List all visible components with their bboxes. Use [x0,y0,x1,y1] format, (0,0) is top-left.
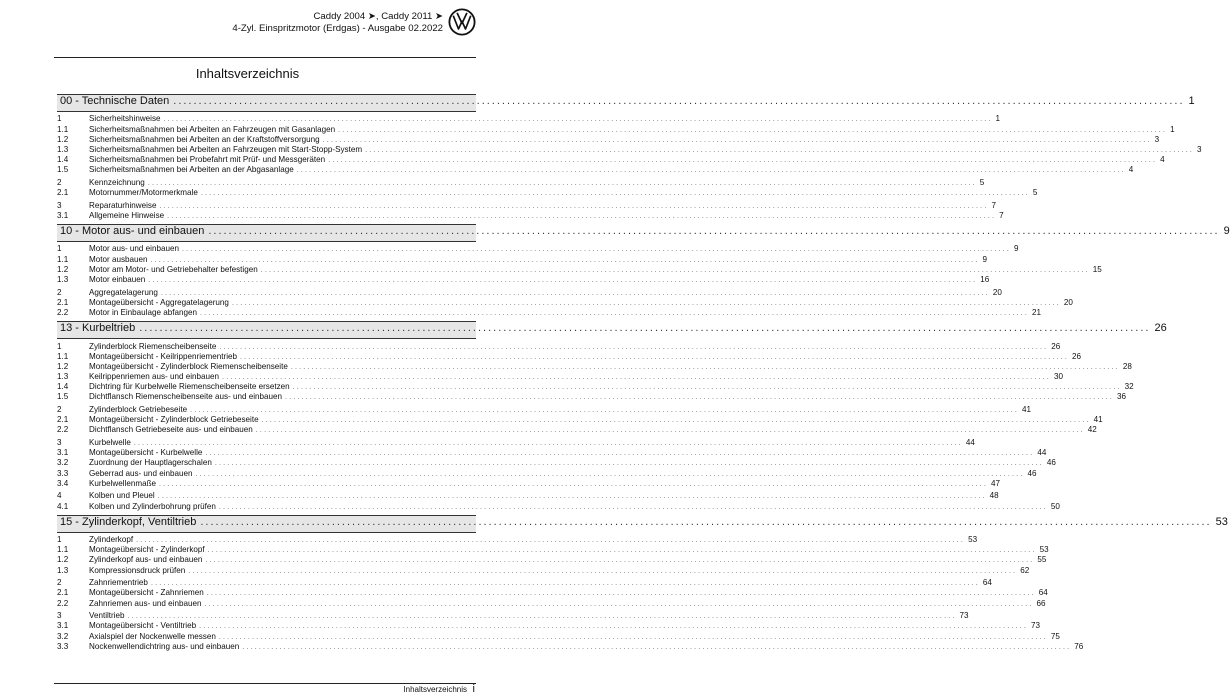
item-title: Dichtflansch Riemenscheibenseite aus- und einbauen [89,392,283,402]
subsection-title: Ventiltrieb [89,611,125,621]
subsection-page: 64 [982,578,992,588]
item-page: 75 [1050,631,1060,641]
item-title: Zahnriemen aus- und einbauen [89,598,202,608]
item-page: 1 [1170,124,1175,134]
subsection-title: Kurbelwelle [89,438,131,447]
subsection-page: 73 [959,611,969,621]
item-title: Montageübersicht - Zylinderblock Getriebeseite [89,415,259,425]
dot-leader: ........................................................................................................................................................................................................ [160,289,990,297]
item-number: 3.3 [57,468,69,478]
subsection-page: 53 [968,535,978,545]
item-number: 1.3 [57,372,69,382]
item-title: Sicherheitsmaßnahmen bei Arbeiten an Fahrzeugen mit Gasanlagen [89,124,336,134]
dot-leader: ........................................................................................................................................................................................................ [127,613,957,621]
dot-leader: ........................................................................................................................................................................................................ [207,547,1037,555]
item-title: Montageübersicht - Ventiltrieb [89,621,197,631]
toc-subsection[interactable] [57,535,978,545]
dot-leader: ........................................................................................................................................................................................................ [205,450,1035,458]
item-title: Zylinderkopf aus- und einbauen [89,555,203,565]
item-page: 3 [1154,134,1160,144]
subsection-page: 5 [979,177,985,187]
item-page: 7 [999,210,1004,220]
toc-item[interactable] [57,165,1134,175]
item-title: Axialspiel der Nockenwelle messen [89,631,216,641]
toc-item[interactable] [57,588,1048,598]
item-page: 66 [1036,598,1046,608]
dot-leader: ........................................................................................................................................................................................................ [206,590,1036,598]
dot-leader: ........................................................................................................................................................................................................ [150,580,980,588]
item-number: 1.1 [57,254,69,264]
subsection-number: 2 [57,578,62,588]
subsection-number: 1 [57,341,62,351]
item-title: Motor am Motor- und Getriebehalter befestigen [89,264,258,274]
toc-subsection[interactable] [57,341,1061,352]
dot-leader: ........................................................................................................................................................................................................ [285,394,1114,402]
dot-leader: ........................................................................................................................................................................................................ [136,537,966,545]
section-page: 26 [1154,322,1167,335]
toc-item[interactable] [57,501,1060,512]
item-number: 3.2 [57,631,69,641]
toc-item[interactable] [57,631,1060,642]
dot-leader: ........................................................................................................................................................................................................ [195,470,1025,478]
toc-item[interactable] [57,275,990,285]
item-title: Montageübersicht - Keilrippenriementrieb [89,351,238,361]
subsection-title: Zylinderblock Getriebeseite [89,405,188,415]
toc-item[interactable] [57,264,1102,275]
toc-item[interactable] [57,361,1132,372]
dot-leader: ........................................................................................................................................................................................................ [163,116,993,124]
item-title: Motornummer/Motormerkmale [89,188,198,198]
item-number: 1.1 [57,124,69,134]
item-page: 46 [1046,458,1056,468]
toc-item[interactable] [57,565,1030,576]
item-number: 2.1 [57,297,69,307]
subsection-page: 41 [1022,405,1032,415]
item-page: 4 [1160,155,1165,165]
item-title: Kurbelwellenmaße [89,478,157,488]
dot-leader: ........................................................................................................................................................................................................ [261,417,1091,425]
item-number: 2.2 [57,425,69,435]
item-title: Zuordnung der Hauptlagerschalen [89,458,212,468]
subsection-title: Zylinderblock Riemenscheibenseite [89,341,217,351]
dot-leader: ........................................................................................................................................................................................................ [139,322,1151,335]
item-title: Motor ausbauen [89,254,148,264]
item-title: Montageübersicht - Kurbelwelle [89,448,203,458]
item-title: Sicherheitsmaßnahmen bei Arbeiten an der Abgasanlage [89,165,294,175]
item-number: 3.1 [57,448,69,458]
item-number: 3.4 [57,478,69,488]
subsection-page: 44 [965,438,975,447]
section-title: 15 - Zylinderkopf, Ventiltrieb [60,515,197,528]
dot-leader: ........................................................................................................................................................................................................ [222,374,1052,382]
item-number: 2.1 [57,188,69,198]
item-title: Keilrippenriemen aus- und einbauen [89,372,220,382]
table-of-contents [57,94,1230,652]
item-title: Motor einbauen [89,275,146,284]
toc-item[interactable] [57,124,1175,135]
subsection-title: Kolben und Pleuel [89,491,155,501]
toc-item[interactable] [57,425,1097,435]
subsection-title: Sicherheitshinweise [89,114,161,124]
document-header [232,11,443,35]
item-number: 1.2 [57,361,69,371]
subsection-page: 48 [989,491,999,501]
item-title: Kompressionsdruck prüfen [89,565,186,575]
item-page: 62 [1020,565,1030,575]
toc-item[interactable] [57,448,1047,458]
subsection-page: 20 [992,287,1002,297]
footer-label: Inhaltsverzeichnis [403,685,467,694]
toc-item[interactable] [57,621,1041,631]
subsection-number: 4 [57,491,62,501]
subsection-title: Zylinderkopf [89,535,134,545]
dot-leader: ........................................................................................................................................................................................................ [133,440,963,447]
item-number: 1.2 [57,555,69,565]
item-page: 3 [1197,144,1202,154]
item-number: 3.3 [57,641,69,651]
item-number: 1.3 [57,144,69,154]
subsection-number: 2 [57,177,62,187]
subsection-number: 1 [57,244,62,254]
item-title: Sicherheitsmaßnahmen bei Probefahrt mit Prüf- und Messgeräten [89,155,326,165]
item-number: 4.1 [57,501,69,511]
item-title: Montageübersicht - Aggregatelagerung [89,297,229,307]
item-number: 3.2 [57,458,69,468]
toc-item[interactable] [57,641,1084,652]
toc-subsection[interactable] [57,491,999,501]
item-page: 41 [1093,415,1103,425]
item-page: 16 [980,275,990,284]
item-title: Motor in Einbaulage abfangen [89,307,197,317]
dot-leader: ........................................................................................................................................................................................................ [338,126,1168,134]
subsection-number: 1 [57,114,62,124]
item-page: 55 [1037,555,1047,565]
dot-leader: ........................................................................................................................................................................................................ [322,136,1152,144]
item-page: 36 [1117,392,1127,402]
toc-item[interactable] [57,144,1202,155]
dot-leader: ........................................................................................................................................................................................................ [365,146,1195,154]
section-title: 00 - Technische Daten [60,95,170,107]
dot-leader: ........................................................................................................................................................................................................ [173,95,1185,107]
subsection-number: 3 [57,438,62,447]
item-title: Montageübersicht - Zylinderkopf [89,545,205,555]
item-number: 3.1 [57,621,69,631]
item-page: 5 [1032,188,1038,198]
item-title: Dichtring für Kurbelwelle Riemenscheibenseite ersetzen [89,382,290,392]
section-title: 13 - Kurbeltrieb [60,322,136,335]
subsection-number: 3 [57,200,62,210]
toc-subsection[interactable] [57,405,1032,415]
subsection-number: 2 [57,287,62,297]
toc-subsection[interactable] [57,611,969,621]
dot-leader: ........................................................................................................................................................................................................ [199,623,1029,631]
dot-leader: ........................................................................................................................................................................................................ [219,343,1049,351]
item-page: 73 [1031,621,1041,631]
item-title: Kolben und Zylinderbohrung prüfen [89,501,216,511]
item-page: 26 [1071,351,1081,361]
toc-subsection[interactable] [57,578,992,588]
item-page: 4 [1128,165,1134,175]
dot-leader: ........................................................................................................................................................................................................ [188,567,1018,575]
dot-leader: ........................................................................................................................................................................................................ [159,202,989,210]
toc-section[interactable] [57,94,1195,112]
header-divider [54,57,476,58]
toc-item[interactable] [57,478,1001,489]
footer-page-number: i [472,683,475,695]
item-title: Sicherheitsmaßnahmen bei Arbeiten an Fahrzeugen mit Start-Stopp-System [89,144,363,154]
item-number: 2.1 [57,415,69,425]
toc-item[interactable] [57,392,1127,402]
toc-item[interactable] [57,297,1073,308]
dot-leader: ........................................................................................................................................................................................................ [182,246,1011,254]
toc-item[interactable] [57,155,1165,165]
item-page: 44 [1037,448,1047,458]
subsection-title: Reparaturhinweise [89,200,157,210]
item-title: Allgemeine Hinweise [89,210,165,220]
subsection-title: Zahnriementrieb [89,578,148,588]
dot-leader: ........................................................................................................................................................................................................ [208,225,1220,238]
toc-subsection[interactable] [57,438,975,448]
vw-logo-icon [448,8,476,36]
item-page: 21 [1031,307,1041,317]
subsection-title: Kennzeichnung [89,177,145,187]
section-page: 1 [1188,95,1195,107]
dot-leader: ........................................................................................................................................................................................................ [290,363,1120,371]
item-number: 3.1 [57,210,69,220]
header-edition: 4-Zyl. Einspritzmotor (Erdgas) - Ausgabe 02.2022 [232,23,443,34]
item-page: 15 [1092,264,1102,274]
item-page: 64 [1038,588,1048,598]
item-number: 1.4 [57,382,69,392]
subsection-page: 26 [1051,341,1061,351]
dot-leader: ........................................................................................................................................................................................................ [242,643,1072,651]
toc-item[interactable] [57,382,1134,392]
page-title: Inhaltsverzeichnis [195,66,300,81]
subsection-title: Aggregatelagerung [89,287,158,297]
section-title: 10 - Motor aus- und einbauen [60,225,205,238]
item-title: Nockenwellendichtring aus- und einbauen [89,641,240,651]
item-number: 2.2 [57,598,69,608]
toc-item[interactable] [57,458,1056,468]
toc-item[interactable] [57,254,987,265]
toc-item[interactable] [57,555,1047,565]
dot-leader: ........................................................................................................................................................................................................ [240,353,1069,361]
item-title: Sicherheitsmaßnahmen bei Arbeiten an der Kraftstoffversorgung [89,134,320,144]
toc-subsection[interactable] [57,200,996,211]
subsection-number: 2 [57,405,62,415]
item-number: 1.1 [57,351,69,361]
dot-leader: ........................................................................................................................................................................................................ [260,266,1090,274]
toc-item[interactable] [57,415,1103,425]
subsection-title: Motor aus- und einbauen [89,244,179,254]
dot-leader: ........................................................................................................................................................................................................ [200,515,1212,528]
item-page: 46 [1027,468,1037,478]
item-number: 1.3 [57,275,69,284]
subsection-page: 1 [995,114,1001,124]
toc-item[interactable] [57,134,1160,145]
toc-item[interactable] [57,351,1081,362]
item-page: 32 [1124,382,1134,392]
item-number: 1.2 [57,264,69,274]
dot-leader: ........................................................................................................................................................................................................ [200,309,1029,317]
item-page: 50 [1050,501,1060,511]
item-page: 42 [1087,425,1097,435]
dot-leader: ........................................................................................................................................................................................................ [255,427,1085,435]
subsection-page: 7 [991,200,996,210]
section-page: 53 [1215,515,1228,528]
dot-leader: ........................................................................................................................................................................................................ [148,277,978,284]
item-number: 1.5 [57,392,69,402]
footer-divider [54,683,476,684]
item-number: 1.2 [57,134,69,144]
toc-item[interactable] [57,188,1038,198]
toc-subsection[interactable] [57,287,1002,298]
toc-section[interactable] [57,224,1230,242]
item-page: 47 [991,478,1001,488]
dot-leader: ........................................................................................................................................................................................................ [147,179,977,187]
item-number: 1.5 [57,165,69,175]
toc-subsection[interactable] [57,244,1019,254]
subsection-page: 9 [1013,244,1019,254]
dot-leader: ........................................................................................................................................................................................................ [205,557,1035,565]
item-title: Montageübersicht - Zylinderblock Riemenscheibenseite [89,361,288,371]
dot-leader: ........................................................................................................................................................................................................ [218,503,1048,511]
section-page: 9 [1223,225,1230,238]
toc-section[interactable] [57,321,1167,339]
dot-leader: ........................................................................................................................................................................................................ [159,480,988,488]
item-title: Dichtflansch Getriebeseite aus- und einbauen [89,425,253,435]
item-number: 2.2 [57,307,69,317]
dot-leader: ........................................................................................................................................................................................................ [214,460,1044,468]
dot-leader: ........................................................................................................................................................................................................ [157,493,987,501]
item-number: 1.3 [57,565,69,575]
toc-subsection[interactable] [57,114,1001,124]
toc-item[interactable] [57,545,1049,555]
item-page: 53 [1039,545,1049,555]
item-number: 1.4 [57,155,69,165]
dot-leader: ........................................................................................................................................................................................................ [292,384,1122,392]
dot-leader: ........................................................................................................................................................................................................ [200,190,1030,198]
subsection-number: 1 [57,535,62,545]
toc-subsection[interactable] [57,177,985,188]
toc-item[interactable] [57,468,1037,479]
toc-item[interactable] [57,598,1046,609]
item-page: 28 [1122,361,1132,371]
item-page: 76 [1074,641,1084,651]
item-page: 30 [1054,372,1064,382]
subsection-number: 3 [57,611,62,621]
dot-leader: ........................................................................................................................................................................................................ [167,212,997,220]
dot-leader: ........................................................................................................................................................................................................ [150,256,980,264]
item-number: 1.1 [57,545,69,555]
toc-item[interactable] [57,372,1064,382]
item-page: 9 [982,254,987,264]
header-models: Caddy 2004 ➤, Caddy 2011 ➤ [313,11,443,22]
dot-leader: ........................................................................................................................................................................................................ [328,157,1158,165]
item-title: Montageübersicht - Zahnriemen [89,588,204,598]
dot-leader: ........................................................................................................................................................................................................ [231,299,1061,307]
dot-leader: ........................................................................................................................................................................................................ [190,407,1020,415]
item-number: 2.1 [57,588,69,598]
dot-leader: ........................................................................................................................................................................................................ [218,633,1048,641]
toc-section[interactable] [57,515,1228,533]
item-page: 20 [1063,297,1073,307]
dot-leader: ........................................................................................................................................................................................................ [204,600,1034,608]
item-title: Geberrad aus- und einbauen [89,468,193,478]
toc-item[interactable] [57,307,1041,318]
dot-leader: ........................................................................................................................................................................................................ [296,167,1126,175]
toc-item[interactable] [57,210,1004,221]
